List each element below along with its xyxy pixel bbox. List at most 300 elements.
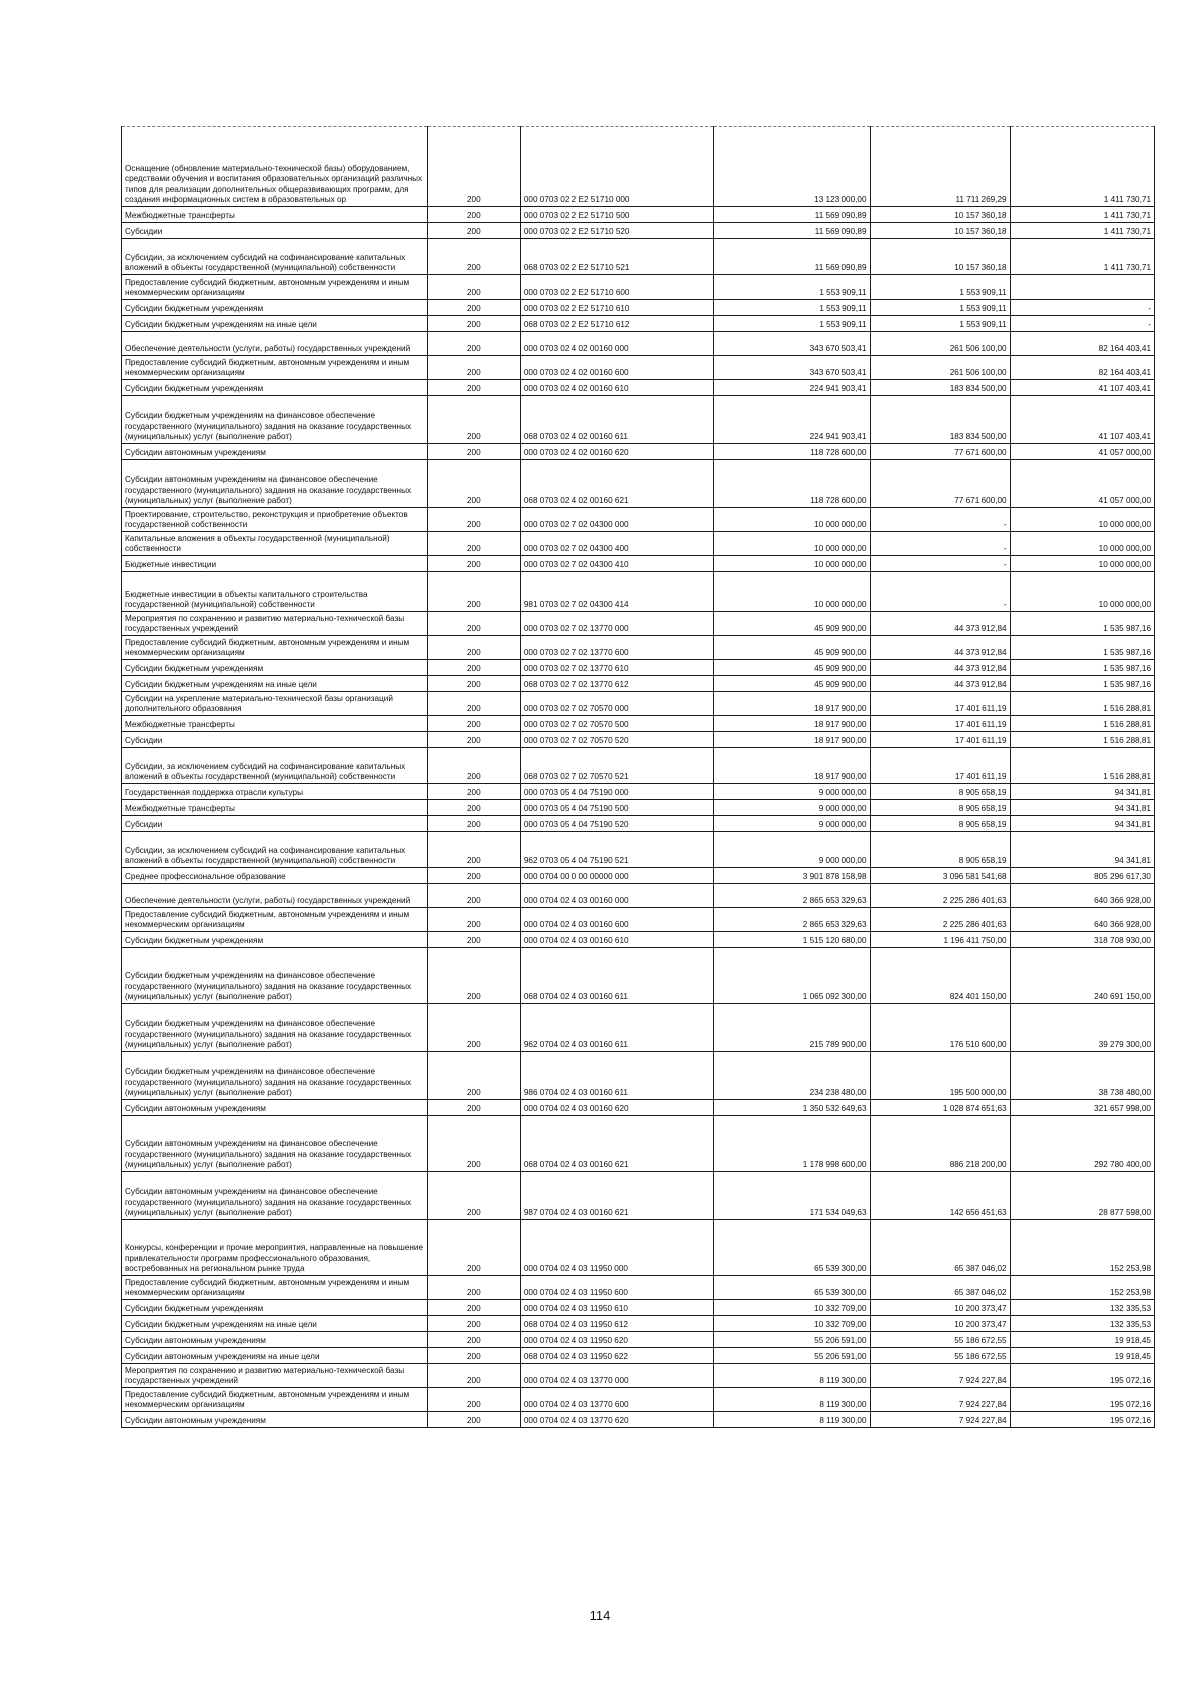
cell-budget-code: 000 0703 02 4 02 00160 610 [520, 380, 714, 396]
cell-line-code: 200 [427, 716, 520, 732]
cell-line-code: 200 [427, 508, 520, 532]
cell-budget-code: 000 0703 02 4 02 00160 000 [520, 332, 714, 356]
cell-executed: 886 218 200,00 [870, 1116, 1010, 1172]
table-row [122, 572, 1155, 612]
cell-unexecuted: - [1010, 300, 1154, 316]
cell-approved: 9 000 000,00 [714, 816, 870, 832]
cell-name: Субсидии бюджетным учреждениям на финансовое обеспечение государственного (муниципального) задания на оказание государственных (муниципальных) услуг (выполнение работ) [122, 1004, 428, 1052]
cell-unexecuted: 640 366 928,00 [1010, 884, 1154, 908]
cell-unexecuted: 94 341,81 [1010, 800, 1154, 816]
cell-approved: 45 909 900,00 [714, 660, 870, 676]
cell-approved: 224 941 903,41 [714, 396, 870, 444]
cell-budget-code: 068 0703 02 2 E2 51710 612 [520, 316, 714, 332]
cell-executed: 1 553 909,11 [870, 316, 1010, 332]
cell-line-code: 200 [427, 223, 520, 239]
cell-budget-code: 000 0703 02 2 E2 51710 520 [520, 223, 714, 239]
cell-approved: 45 909 900,00 [714, 636, 870, 660]
cell-line-code: 200 [427, 1316, 520, 1332]
table-row [122, 460, 1155, 508]
cell-name: Бюджетные инвестиции [122, 556, 428, 572]
cell-unexecuted: 19 918,45 [1010, 1348, 1154, 1364]
cell-approved: 18 917 900,00 [714, 748, 870, 784]
cell-unexecuted: - [1010, 316, 1154, 332]
cell-executed: 17 401 611,19 [870, 748, 1010, 784]
cell-budget-code: 000 0703 02 2 E2 51710 500 [520, 207, 714, 223]
cell-unexecuted: 94 341,81 [1010, 816, 1154, 832]
cell-executed: 10 200 373,47 [870, 1316, 1010, 1332]
cell-budget-code: 000 0703 02 7 02 04300 000 [520, 508, 714, 532]
cell-executed: 7 924 227,84 [870, 1388, 1010, 1412]
cell-executed: 65 387 046,02 [870, 1220, 1010, 1276]
table-row [122, 748, 1155, 784]
cell-name: Предоставление субсидий бюджетным, автономным учреждениям и иным некоммерческим организациям [122, 908, 428, 932]
cell-approved: 8 119 300,00 [714, 1388, 870, 1412]
cell-budget-code: 000 0704 02 4 03 00160 610 [520, 932, 714, 948]
cell-approved: 215 789 900,00 [714, 1004, 870, 1052]
cell-name: Субсидии бюджетным учреждениям на финансовое обеспечение государственного (муниципального) задания на оказание государственных (муниципальных) услуг (выполнение работ) [122, 1052, 428, 1100]
cell-line-code: 200 [427, 732, 520, 748]
table-row [122, 1412, 1155, 1428]
cell-unexecuted: 318 708 930,00 [1010, 932, 1154, 948]
cell-executed: - [870, 572, 1010, 612]
cell-name: Предоставление субсидий бюджетным, автономным учреждениям и иным некоммерческим организациям [122, 1388, 428, 1412]
cell-unexecuted: 1 535 987,16 [1010, 612, 1154, 636]
cell-approved: 55 206 591,00 [714, 1348, 870, 1364]
cell-unexecuted: 94 341,81 [1010, 784, 1154, 800]
cell-unexecuted: 640 366 928,00 [1010, 908, 1154, 932]
cell-name: Обеспечение деятельности (услуги, работы) государственных учреждений [122, 884, 428, 908]
cell-approved: 65 539 300,00 [714, 1220, 870, 1276]
table-row [122, 444, 1155, 460]
cell-approved: 234 238 480,00 [714, 1052, 870, 1100]
cell-executed: 7 924 227,84 [870, 1364, 1010, 1388]
cell-budget-code: 000 0704 00 0 00 00000 000 [520, 868, 714, 884]
cell-approved: 10 000 000,00 [714, 572, 870, 612]
cell-line-code: 200 [427, 692, 520, 716]
cell-approved: 1 553 909,11 [714, 275, 870, 300]
cell-name: Субсидии автономным учреждениям на финансовое обеспечение государственного (муниципального) задания на оказание государственных (муниципальных) услуг (выполнение работ) [122, 1172, 428, 1220]
cell-name: Субсидии автономным учреждениям [122, 444, 428, 460]
table-row [122, 1388, 1155, 1412]
cell-line-code: 200 [427, 1388, 520, 1412]
cell-unexecuted: 1 516 288,81 [1010, 732, 1154, 748]
cell-line-code: 200 [427, 1412, 520, 1428]
cell-budget-code: 000 0703 02 7 02 70570 520 [520, 732, 714, 748]
cell-line-code: 200 [427, 316, 520, 332]
cell-executed: 77 671 600,00 [870, 444, 1010, 460]
cell-executed: - [870, 556, 1010, 572]
cell-name: Субсидии бюджетным учреждениям на финансовое обеспечение государственного (муниципального) задания на оказание государственных (муниципальных) услуг (выполнение работ) [122, 948, 428, 1004]
cell-unexecuted: 195 072,16 [1010, 1364, 1154, 1388]
table-row [122, 732, 1155, 748]
cell-name: Субсидии [122, 732, 428, 748]
cell-budget-code: 000 0703 02 4 02 00160 600 [520, 356, 714, 380]
cell-approved: 65 539 300,00 [714, 1276, 870, 1300]
cell-approved: 1 350 532 649,63 [714, 1100, 870, 1116]
cell-executed: 1 553 909,11 [870, 300, 1010, 316]
cell-unexecuted: 152 253,98 [1010, 1220, 1154, 1276]
cell-executed: 1 028 874 651,63 [870, 1100, 1010, 1116]
cell-budget-code: 068 0703 02 2 E2 51710 521 [520, 239, 714, 275]
cell-executed: 261 506 100,00 [870, 332, 1010, 356]
cell-budget-code: 000 0704 02 4 03 00160 620 [520, 1100, 714, 1116]
cell-unexecuted: 41 107 403,41 [1010, 396, 1154, 444]
cell-name: Мероприятия по сохранению и развитию материально-технической базы государственных учреждений [122, 612, 428, 636]
cell-unexecuted: 805 296 617,30 [1010, 868, 1154, 884]
cell-executed: 142 656 451,63 [870, 1172, 1010, 1220]
table-row [122, 1100, 1155, 1116]
cell-unexecuted: 82 164 403,41 [1010, 356, 1154, 380]
cell-name: Конкурсы, конференции и прочие мероприятия, направленные на повышение привлекательности программ профессионального образования, востребованных на региональном рынке труда [122, 1220, 428, 1276]
cell-executed: 2 225 286 401,63 [870, 884, 1010, 908]
cell-executed: - [870, 508, 1010, 532]
cell-name: Субсидии, за исключением субсидий на софинансирование капитальных вложений в объекты государственной (муниципальной) собственности [122, 832, 428, 868]
table-row [122, 1004, 1155, 1052]
cell-line-code: 200 [427, 1100, 520, 1116]
table-row [122, 1364, 1155, 1388]
cell-approved: 11 569 090,89 [714, 223, 870, 239]
cell-unexecuted: 1 411 730,71 [1010, 207, 1154, 223]
table-row [122, 1300, 1155, 1316]
cell-executed: 44 373 912,84 [870, 676, 1010, 692]
cell-line-code: 200 [427, 1220, 520, 1276]
table-row [122, 676, 1155, 692]
cell-unexecuted: 321 657 998,00 [1010, 1100, 1154, 1116]
table-row [122, 636, 1155, 660]
cell-budget-code: 068 0703 02 7 02 70570 521 [520, 748, 714, 784]
cell-approved: 18 917 900,00 [714, 732, 870, 748]
cell-unexecuted: 132 335,53 [1010, 1316, 1154, 1332]
table-row [122, 692, 1155, 716]
cell-name: Субсидии автономным учреждениям [122, 1412, 428, 1428]
cell-name: Государственная поддержка отрасли культуры [122, 784, 428, 800]
table-row [122, 716, 1155, 732]
page-number: 114 [589, 1608, 611, 1623]
table-row [122, 1276, 1155, 1300]
cell-unexecuted: 94 341,81 [1010, 832, 1154, 868]
cell-approved: 45 909 900,00 [714, 676, 870, 692]
cell-name: Субсидии бюджетным учреждениям [122, 932, 428, 948]
cell-approved: 8 119 300,00 [714, 1364, 870, 1388]
cell-approved: 3 901 878 158,98 [714, 868, 870, 884]
cell-budget-code: 000 0703 02 2 E2 51710 600 [520, 275, 714, 300]
cell-unexecuted: 10 000 000,00 [1010, 508, 1154, 532]
table-row [122, 207, 1155, 223]
cell-approved: 9 000 000,00 [714, 800, 870, 816]
cell-budget-code: 000 0704 02 4 03 13770 600 [520, 1388, 714, 1412]
cell-line-code: 200 [427, 444, 520, 460]
cell-unexecuted: 195 072,16 [1010, 1412, 1154, 1428]
cell-line-code: 200 [427, 748, 520, 784]
cell-line-code: 200 [427, 380, 520, 396]
cell-executed: 77 671 600,00 [870, 460, 1010, 508]
cell-executed: 17 401 611,19 [870, 692, 1010, 716]
cell-executed: 55 186 672,55 [870, 1332, 1010, 1348]
cell-budget-code: 000 0704 02 4 03 13770 620 [520, 1412, 714, 1428]
cell-budget-code: 986 0704 02 4 03 00160 611 [520, 1052, 714, 1100]
cell-budget-code: 000 0703 05 4 04 75190 500 [520, 800, 714, 816]
cell-approved: 343 670 503,41 [714, 356, 870, 380]
cell-executed: 44 373 912,84 [870, 636, 1010, 660]
table-row [122, 884, 1155, 908]
cell-name: Бюджетные инвестиции в объекты капитального строительства государственной (муниципальной) собственности [122, 572, 428, 612]
cell-approved: 10 332 709,00 [714, 1316, 870, 1332]
cell-name: Субсидии, за исключением субсидий на софинансирование капитальных вложений в объекты государственной (муниципальной) собственности [122, 748, 428, 784]
cell-budget-code: 000 0703 02 2 E2 51710 000 [520, 127, 714, 207]
cell-approved: 8 119 300,00 [714, 1412, 870, 1428]
cell-line-code: 200 [427, 832, 520, 868]
cell-name: Капитальные вложения в объекты государственной (муниципальной) собственности [122, 532, 428, 556]
cell-unexecuted [1010, 275, 1154, 300]
cell-line-code: 200 [427, 556, 520, 572]
cell-executed: 8 905 658,19 [870, 816, 1010, 832]
table-row [122, 1316, 1155, 1332]
cell-budget-code: 000 0703 02 2 E2 51710 610 [520, 300, 714, 316]
cell-executed: 8 905 658,19 [870, 800, 1010, 816]
cell-unexecuted: 19 918,45 [1010, 1332, 1154, 1348]
cell-line-code: 200 [427, 800, 520, 816]
cell-executed: 8 905 658,19 [870, 832, 1010, 868]
cell-line-code: 200 [427, 660, 520, 676]
cell-approved: 55 206 591,00 [714, 1332, 870, 1348]
cell-executed: 1 196 411 750,00 [870, 932, 1010, 948]
table-row [122, 1220, 1155, 1276]
cell-budget-code: 962 0704 02 4 03 00160 611 [520, 1004, 714, 1052]
cell-unexecuted: 1 411 730,71 [1010, 239, 1154, 275]
cell-unexecuted: 132 335,53 [1010, 1300, 1154, 1316]
cell-approved: 118 728 600,00 [714, 444, 870, 460]
cell-budget-code: 068 0703 02 4 02 00160 621 [520, 460, 714, 508]
cell-name: Субсидии бюджетным учреждениям на иные цели [122, 316, 428, 332]
cell-approved: 10 000 000,00 [714, 532, 870, 556]
cell-budget-code: 068 0703 02 7 02 13770 612 [520, 676, 714, 692]
table-row [122, 868, 1155, 884]
cell-line-code: 200 [427, 676, 520, 692]
cell-executed: 17 401 611,19 [870, 732, 1010, 748]
cell-unexecuted: 41 107 403,41 [1010, 380, 1154, 396]
cell-budget-code: 000 0704 02 4 03 13770 000 [520, 1364, 714, 1388]
cell-executed: 183 834 500,00 [870, 396, 1010, 444]
cell-budget-code: 000 0703 05 4 04 75190 520 [520, 816, 714, 832]
cell-unexecuted: 10 000 000,00 [1010, 572, 1154, 612]
cell-name: Субсидии на укрепление материально-технической базы организаций дополнительного образования [122, 692, 428, 716]
cell-line-code: 200 [427, 612, 520, 636]
cell-unexecuted: 240 691 150,00 [1010, 948, 1154, 1004]
cell-executed: 10 157 360,18 [870, 239, 1010, 275]
cell-line-code: 200 [427, 1276, 520, 1300]
cell-approved: 9 000 000,00 [714, 784, 870, 800]
cell-name: Предоставление субсидий бюджетным, автономным учреждениям и иным некоммерческим организациям [122, 1276, 428, 1300]
cell-unexecuted: 1 516 288,81 [1010, 748, 1154, 784]
cell-executed: 44 373 912,84 [870, 612, 1010, 636]
cell-line-code: 200 [427, 1300, 520, 1316]
cell-budget-code: 000 0703 02 7 02 13770 000 [520, 612, 714, 636]
cell-executed: 11 711 269,29 [870, 127, 1010, 207]
cell-approved: 224 941 903,41 [714, 380, 870, 396]
cell-line-code: 200 [427, 932, 520, 948]
cell-executed: 261 506 100,00 [870, 356, 1010, 380]
cell-name: Субсидии автономным учреждениям на иные цели [122, 1348, 428, 1364]
cell-name: Субсидии бюджетным учреждениям [122, 380, 428, 396]
table-row [122, 300, 1155, 316]
cell-name: Субсидии автономным учреждениям [122, 1100, 428, 1116]
cell-unexecuted: 1 535 987,16 [1010, 636, 1154, 660]
table-row [122, 396, 1155, 444]
cell-budget-code: 000 0703 02 7 02 13770 600 [520, 636, 714, 660]
cell-approved: 1 553 909,11 [714, 300, 870, 316]
table-row [122, 532, 1155, 556]
table-row [122, 784, 1155, 800]
cell-budget-code: 068 0703 02 4 02 00160 611 [520, 396, 714, 444]
cell-line-code: 200 [427, 127, 520, 207]
cell-name: Мероприятия по сохранению и развитию материально-технической базы государственных учреждений [122, 1364, 428, 1388]
table-row [122, 1332, 1155, 1348]
cell-name: Субсидии [122, 816, 428, 832]
cell-executed: 10 200 373,47 [870, 1300, 1010, 1316]
cell-line-code: 200 [427, 332, 520, 356]
cell-line-code: 200 [427, 636, 520, 660]
cell-executed: 17 401 611,19 [870, 716, 1010, 732]
cell-approved: 10 000 000,00 [714, 508, 870, 532]
table-row [122, 660, 1155, 676]
cell-name: Межбюджетные трансферты [122, 800, 428, 816]
cell-unexecuted: 1 535 987,16 [1010, 660, 1154, 676]
cell-executed: 195 500 000,00 [870, 1052, 1010, 1100]
cell-executed: 2 225 286 401,63 [870, 908, 1010, 932]
table-row [122, 223, 1155, 239]
cell-name: Субсидии автономным учреждениям на финансовое обеспечение государственного (муниципального) задания на оказание государственных (муниципальных) услуг (выполнение работ) [122, 1116, 428, 1172]
cell-approved: 13 123 000,00 [714, 127, 870, 207]
cell-line-code: 200 [427, 908, 520, 932]
cell-name: Предоставление субсидий бюджетным, автономным учреждениям и иным некоммерческим организациям [122, 636, 428, 660]
cell-approved: 11 569 090,89 [714, 239, 870, 275]
cell-budget-code: 000 0703 02 7 02 70570 500 [520, 716, 714, 732]
cell-name: Субсидии, за исключением субсидий на софинансирование капитальных вложений в объекты государственной (муниципальной) собственности [122, 239, 428, 275]
cell-line-code: 200 [427, 207, 520, 223]
cell-executed: 3 096 581 541,68 [870, 868, 1010, 884]
cell-approved: 1 065 092 300,00 [714, 948, 870, 1004]
cell-name: Субсидии автономным учреждениям на финансовое обеспечение государственного (муниципального) задания на оказание государственных (муниципальных) услуг (выполнение работ) [122, 460, 428, 508]
cell-name: Проектирование, строительство, реконструкция и приобретение объектов государственной собственности [122, 508, 428, 532]
cell-unexecuted: 1 411 730,71 [1010, 223, 1154, 239]
cell-line-code: 200 [427, 460, 520, 508]
table-row [122, 239, 1155, 275]
table-row [122, 908, 1155, 932]
cell-budget-code: 000 0704 02 4 03 11950 620 [520, 1332, 714, 1348]
cell-unexecuted: 1 516 288,81 [1010, 716, 1154, 732]
table-row [122, 275, 1155, 300]
cell-budget-code: 000 0703 02 7 02 04300 400 [520, 532, 714, 556]
table-row [122, 800, 1155, 816]
cell-line-code: 200 [427, 816, 520, 832]
cell-approved: 343 670 503,41 [714, 332, 870, 356]
cell-name: Субсидии [122, 223, 428, 239]
cell-approved: 171 534 049,63 [714, 1172, 870, 1220]
cell-budget-code: 068 0704 02 4 03 11950 612 [520, 1316, 714, 1332]
cell-approved: 2 865 653 329,63 [714, 908, 870, 932]
cell-budget-code: 000 0703 05 4 04 75190 000 [520, 784, 714, 800]
cell-name: Предоставление субсидий бюджетным, автономным учреждениям и иным некоммерческим организациям [122, 356, 428, 380]
cell-line-code: 200 [427, 300, 520, 316]
table-row [122, 1348, 1155, 1364]
cell-budget-code: 068 0704 02 4 03 00160 621 [520, 1116, 714, 1172]
table-row [122, 316, 1155, 332]
cell-line-code: 200 [427, 275, 520, 300]
cell-unexecuted: 28 877 598,00 [1010, 1172, 1154, 1220]
cell-budget-code: 000 0703 02 4 02 00160 620 [520, 444, 714, 460]
cell-line-code: 200 [427, 1052, 520, 1100]
cell-line-code: 200 [427, 396, 520, 444]
cell-unexecuted: 38 738 480,00 [1010, 1052, 1154, 1100]
cell-line-code: 200 [427, 1172, 520, 1220]
cell-approved: 118 728 600,00 [714, 460, 870, 508]
cell-approved: 18 917 900,00 [714, 692, 870, 716]
cell-approved: 1 178 998 600,00 [714, 1116, 870, 1172]
table-row [122, 332, 1155, 356]
cell-executed: 10 157 360,18 [870, 223, 1010, 239]
cell-approved: 10 332 709,00 [714, 1300, 870, 1316]
table-row [122, 1052, 1155, 1100]
cell-line-code: 200 [427, 1004, 520, 1052]
cell-executed: 183 834 500,00 [870, 380, 1010, 396]
cell-name: Субсидии бюджетным учреждениям на иные цели [122, 1316, 428, 1332]
cell-line-code: 200 [427, 1332, 520, 1348]
cell-name: Обеспечение деятельности (услуги, работы) государственных учреждений [122, 332, 428, 356]
cell-line-code: 200 [427, 572, 520, 612]
cell-unexecuted: 195 072,16 [1010, 1388, 1154, 1412]
table-row [122, 1172, 1155, 1220]
cell-budget-code: 000 0704 02 4 03 11950 610 [520, 1300, 714, 1316]
cell-budget-code: 000 0703 02 7 02 04300 410 [520, 556, 714, 572]
cell-unexecuted: 1 411 730,71 [1010, 127, 1154, 207]
table-row [122, 816, 1155, 832]
cell-approved: 1 553 909,11 [714, 316, 870, 332]
cell-unexecuted: 10 000 000,00 [1010, 556, 1154, 572]
cell-executed: 10 157 360,18 [870, 207, 1010, 223]
cell-line-code: 200 [427, 532, 520, 556]
cell-budget-code: 000 0703 02 7 02 13770 610 [520, 660, 714, 676]
cell-executed: 55 186 672,55 [870, 1348, 1010, 1364]
cell-unexecuted: 41 057 000,00 [1010, 444, 1154, 460]
cell-line-code: 200 [427, 784, 520, 800]
cell-budget-code: 068 0704 02 4 03 00160 611 [520, 948, 714, 1004]
table-row [122, 356, 1155, 380]
table-row [122, 556, 1155, 572]
cell-name: Межбюджетные трансферты [122, 207, 428, 223]
cell-executed: 65 387 046,02 [870, 1276, 1010, 1300]
cell-line-code: 200 [427, 239, 520, 275]
cell-unexecuted: 10 000 000,00 [1010, 532, 1154, 556]
cell-approved: 11 569 090,89 [714, 207, 870, 223]
cell-unexecuted: 292 780 400,00 [1010, 1116, 1154, 1172]
cell-executed: - [870, 532, 1010, 556]
cell-name: Субсидии бюджетным учреждениям на иные цели [122, 676, 428, 692]
cell-executed: 1 553 909,11 [870, 275, 1010, 300]
table-row [122, 508, 1155, 532]
cell-name: Субсидии автономным учреждениям [122, 1332, 428, 1348]
cell-approved: 45 909 900,00 [714, 612, 870, 636]
cell-budget-code: 981 0703 02 7 02 04300 414 [520, 572, 714, 612]
table-row [122, 932, 1155, 948]
cell-line-code: 200 [427, 948, 520, 1004]
cell-line-code: 200 [427, 356, 520, 380]
cell-line-code: 200 [427, 868, 520, 884]
cell-name: Субсидии бюджетным учреждениям [122, 300, 428, 316]
cell-approved: 2 865 653 329,63 [714, 884, 870, 908]
cell-name: Субсидии бюджетным учреждениям на финансовое обеспечение государственного (муниципального) задания на оказание государственных (муниципальных) услуг (выполнение работ) [122, 396, 428, 444]
cell-approved: 1 515 120 680,00 [714, 932, 870, 948]
table-row [122, 948, 1155, 1004]
